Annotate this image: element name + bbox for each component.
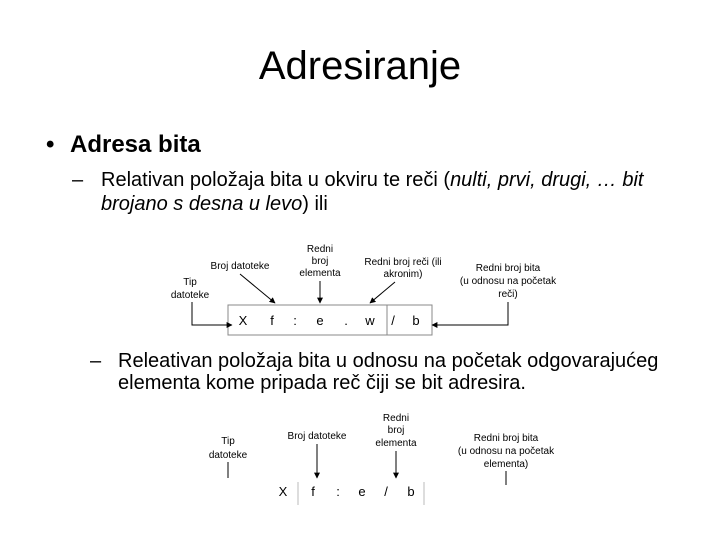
subbullet-text-end: ) ili — [302, 193, 328, 215]
slide-title: Adresiranje — [258, 44, 462, 88]
cell-slash: / — [391, 313, 395, 328]
label-file-number: Broj datoteke — [287, 431, 347, 442]
arrow-word-number — [370, 282, 395, 303]
label-file-type-l2: datoteke — [208, 450, 248, 461]
label-bit-number-l1: Redni broj bita — [475, 263, 541, 274]
label-bit-number-l2: (u odnosu na početak — [457, 446, 555, 457]
cell-f: f — [270, 313, 274, 328]
address-cells — [279, 484, 415, 499]
diagram-element-address — [209, 413, 555, 505]
cell-f: f — [311, 484, 315, 499]
label-word-number-l2: akronim) — [383, 269, 423, 280]
subbullet-marker: – — [72, 169, 84, 191]
address-cells — [239, 313, 420, 328]
diagram-labels — [209, 413, 555, 470]
label-element-number-l2: broj — [311, 256, 329, 267]
cell-w: w — [365, 313, 375, 328]
label-element-number-l1: Redni — [382, 413, 410, 424]
cell-e: e — [316, 313, 324, 328]
cell-e: e — [358, 484, 366, 499]
cell-b: b — [407, 484, 415, 499]
label-word-number-l1: Redni broj reči (ili — [364, 257, 442, 268]
label-element-number-l1: Redni — [306, 244, 334, 255]
cell-slash: / — [384, 484, 388, 499]
subbullet-marker: – — [90, 350, 102, 372]
cell-colon: : — [293, 313, 297, 328]
arrow-bit-number — [432, 302, 508, 325]
address-box — [228, 305, 432, 335]
bullet-marker: • — [46, 131, 55, 158]
subbullet-text-italic: nulti, prvi, drugi, … bit brojano s desna u levo — [101, 169, 644, 215]
label-bit-number-l3: reči) — [498, 289, 518, 300]
diagram-labels — [171, 244, 557, 301]
cell-dot: . — [344, 313, 348, 328]
cell-colon: : — [336, 484, 340, 499]
label-file-type-l2: datoteke — [170, 290, 210, 301]
label-file-type-l1: Tip — [221, 436, 235, 447]
arrow-file-number — [240, 274, 275, 303]
label-element-number-l3: elementa — [375, 438, 417, 449]
cell-x: X — [278, 484, 288, 499]
label-bit-number-l2: (u odnosu na početak — [459, 276, 557, 287]
label-element-number-l2: broj — [387, 425, 405, 436]
cell-b: b — [412, 313, 420, 328]
cell-x: X — [238, 313, 248, 328]
subbullet-text-start: Relativan položaja bita u okviru te reči ( — [101, 169, 451, 191]
label-file-type-l1: Tip — [183, 277, 197, 288]
label-element-number-l3: elementa — [299, 268, 341, 279]
subbullet-text: Releativan položaja bita u odnosu na početak odgovarajućeg elementa kome pripada reč čiji se bit adresira. — [118, 350, 659, 394]
bullet-text: Adresa bita — [70, 131, 201, 158]
label-file-number: Broj datoteke — [210, 261, 270, 272]
label-bit-number-l3: elementa) — [483, 459, 529, 470]
label-bit-number-l1: Redni broj bita — [473, 433, 539, 444]
arrow-file-type — [192, 302, 232, 325]
diagram-word-address — [171, 244, 557, 335]
